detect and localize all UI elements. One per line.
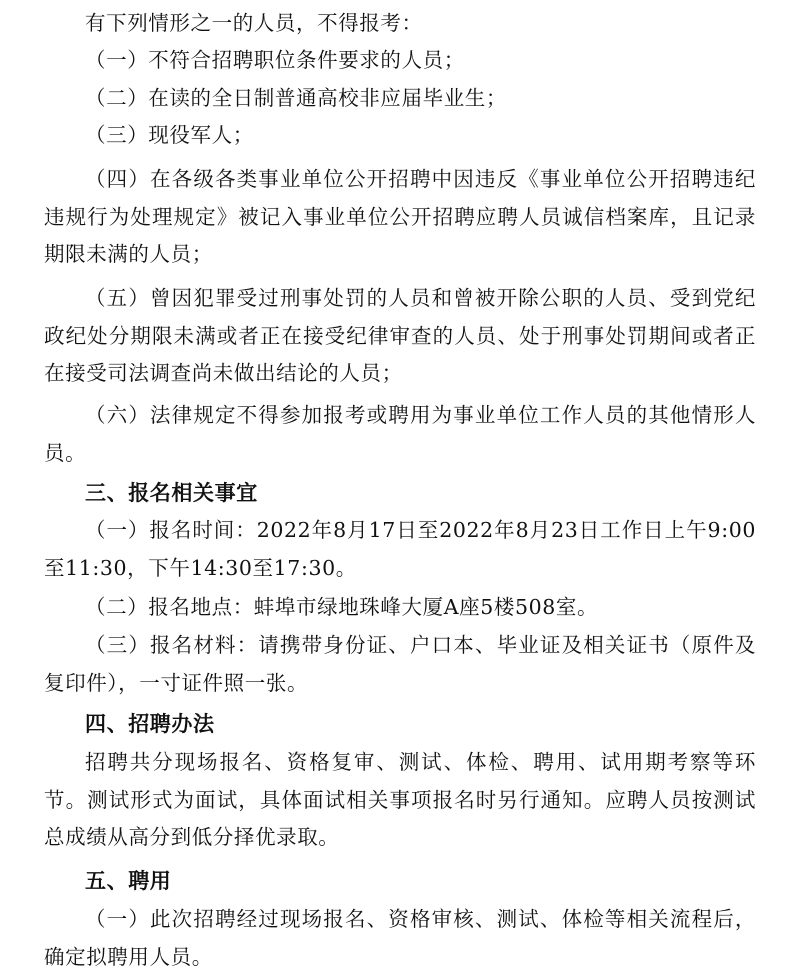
list-item: （三）报名材料：请携带身份证、户口本、毕业证及相关证书（原件及复印件），一寸证件照一张。: [44, 633, 756, 695]
list-item: （二）在读的全日制普通高校非应届毕业生；: [85, 86, 507, 110]
list-item: （一）不符合招聘职位条件要求的人员；: [85, 48, 465, 72]
section-heading: 五、聘用: [85, 868, 172, 893]
list-item: （四）在各级各类事业单位公开招聘中因违反《事业单位公开招聘违纪违规行为处理规定》被记入事业单位公开招聘应聘人员诚信档案库，且记录期限未满的人员；: [44, 167, 756, 266]
list-item: （二）报名地点：蚌埠市绿地珠峰大厦A座5楼508室。: [85, 595, 599, 619]
intro-paragraph: 有下列情形之一的人员，不得报考：: [85, 11, 423, 35]
section-heading: 四、招聘办法: [85, 711, 215, 736]
list-item: （六）法律规定不得参加报考或聘用为事业单位工作人员的其他情形人员。: [44, 403, 756, 465]
list-item: （五）曾因犯罪受过刑事处罚的人员和曾被开除公职的人员、受到党纪政纪处分期限未满或者正在接受纪律审查的人员、处于刑事处罚期间或者正在接受司法调查尚未做出结论的人员；: [44, 286, 756, 385]
list-item: （一）此次招聘经过现场报名、资格审核、测试、体检等相关流程后，确定拟聘用人员。: [44, 907, 756, 969]
section-heading: 三、报名相关事宜: [85, 480, 258, 505]
list-item: （三）现役军人；: [85, 123, 254, 147]
body-paragraph: 招聘共分现场报名、资格复审、测试、体检、聘用、试用期考察等环节。测试形式为面试，具体面试相关事项报名时另行通知。应聘人员按测试总成绩从高分到低分择优录取。: [44, 750, 756, 849]
list-item: （一）报名时间：2022年8月17日至2022年8月23日工作日上午9:00至11:30，下午14:30至17:30。: [44, 518, 756, 580]
